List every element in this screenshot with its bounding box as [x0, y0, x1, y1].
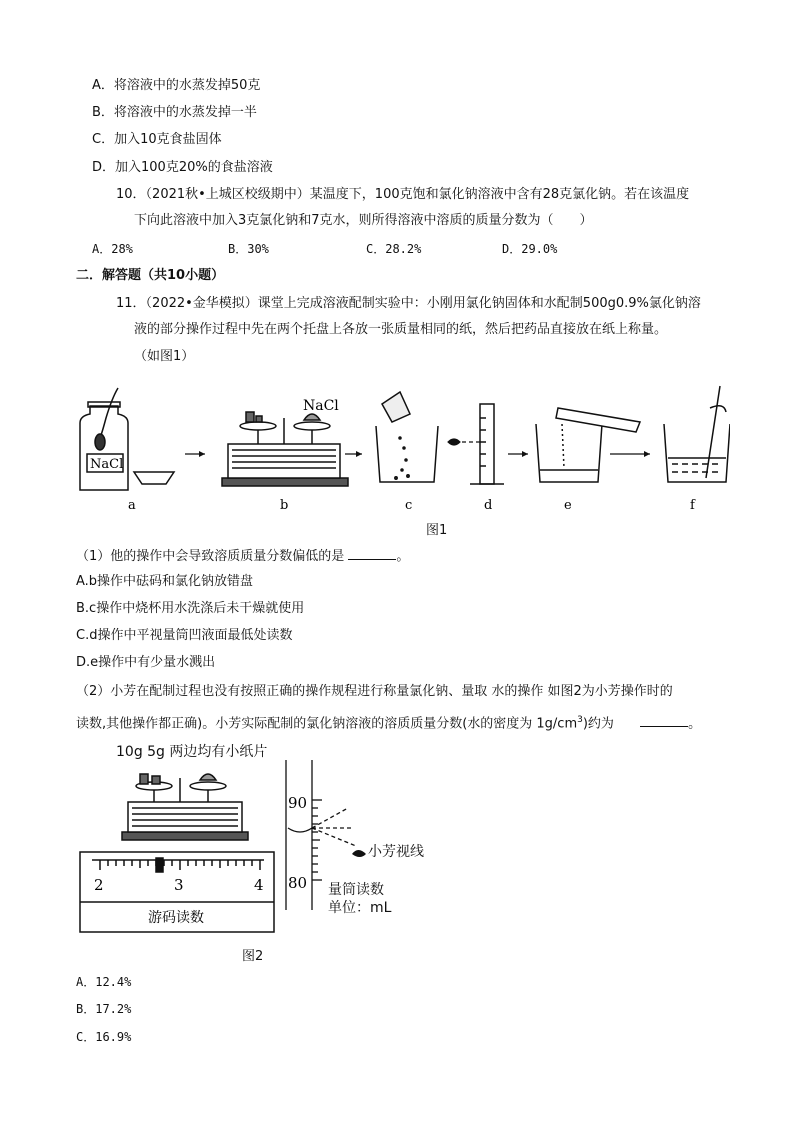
fig1-label-b: b: [280, 498, 289, 513]
cyl-tick-80: 80: [288, 874, 308, 892]
q9-option-a: A．将溶液中的水蒸发掉50克: [92, 78, 261, 93]
eye-icon: [352, 850, 366, 857]
figure-1: [70, 378, 730, 518]
sub2-option-a: A．12.4%: [76, 975, 132, 989]
sub2-sup: 3: [577, 715, 583, 725]
sub1-question-text: （1）他的操作中会导致溶质质量分数偏低的是: [76, 549, 345, 564]
sub2-option-b: B．17.2%: [76, 1002, 132, 1016]
sub2-text-line1: （2）小芳在配制过程也没有按照正确的操作规程进行称量氯化钠、量取 水的操作 如图2为小芳操作时的: [76, 684, 673, 699]
beaker-c: [376, 392, 438, 482]
q9-option-b: B．将溶液中的水蒸发掉一半: [92, 105, 257, 120]
sub1-option-a: A.b操作中砝码和氯化钠放错盘: [76, 574, 254, 589]
q10-option-b: B．30%: [228, 242, 269, 256]
balance-2: [122, 774, 248, 840]
fig2-caption: 图2: [242, 949, 264, 964]
unit-label: 单位：mL: [328, 900, 392, 916]
q9-option-d: D．加入100克20%的食盐溶液: [92, 160, 273, 175]
sub1-option-c: C.d操作中平视量筒凹液面最低处读数: [76, 628, 293, 643]
q10-option-d: D．29.0%: [502, 242, 558, 256]
fig2-weights-label: 10g 5g 两边均有小纸片: [116, 744, 268, 760]
q10-option-a: A．28%: [92, 242, 133, 256]
sub2-text-line2: [76, 710, 701, 734]
q11-text-line1: 11．（2022•金华模拟）课堂上完成溶液配制实验中：小刚用氯化钠固体和水配制500g0.9%氯化钠溶: [116, 296, 701, 311]
q9-option-c: C．加入10克食盐固体: [92, 132, 222, 147]
sub1-answer-blank[interactable]: [348, 545, 396, 560]
reagent-bottle: [80, 388, 128, 490]
sub1-end: 。: [396, 549, 410, 564]
q11-text-line2: 液的部分操作过程中先在两个托盘上各放一张质量相同的纸，然后把药品直接放在纸上称量。: [134, 322, 668, 337]
sub1-option-b: B.c操作中烧杯用水洗涤后未干燥就使用: [76, 601, 305, 616]
q11-text-line3: （如图1）: [134, 349, 195, 364]
q10-text-line1: 10．（2021秋•上城区校级期中）某温度下，100克饱和氯化钠溶液中含有28克氯化钠。若在该温度: [116, 187, 690, 202]
rider-caption: 游码读数: [148, 910, 204, 926]
fig1-label-f: f: [690, 498, 695, 513]
eye-sight: [448, 439, 482, 445]
sub1-question: [76, 545, 409, 567]
sub2-option-c: C．16.9%: [76, 1030, 132, 1044]
q10-text-line2: 下向此溶液中加入3克氯化钠和7克水，则所得溶液中溶质的质量分数为（ ）: [134, 213, 593, 228]
balance: [222, 412, 348, 486]
sub2-line2-a: 读数,其他操作都正确)。小芳实际配制的氯化钠溶液的溶质质量分数(水的密度为 1g/cm: [76, 716, 578, 732]
bottle-label: NaCl: [90, 457, 124, 472]
section-title: 二．解答题（共10小题）: [76, 268, 225, 283]
cyl-tick-90: 90: [288, 794, 308, 812]
beaker-e: [536, 408, 640, 482]
sub1-option-d: D.e操作中有少量水溅出: [76, 655, 216, 670]
fig1-label-e: e: [564, 498, 572, 513]
sub2-line2-b: )约为: [582, 716, 614, 732]
fig1-label-c: c: [405, 498, 413, 513]
rider-tick-3: 3: [174, 876, 184, 894]
fig1-label-d: d: [484, 498, 493, 513]
fig1-caption: 图1: [426, 523, 448, 538]
rider-tick-4: 4: [254, 876, 264, 894]
sub2-end: 。: [688, 716, 702, 732]
q10-option-c: C．28.2%: [366, 242, 422, 256]
cyl-caption: 量筒读数: [328, 882, 384, 898]
sub2-answer-blank[interactable]: [640, 712, 688, 727]
balance-label: NaCl: [303, 398, 339, 414]
sight-label: 小芳视线: [368, 844, 424, 860]
graduated-cylinder-d: [470, 404, 504, 484]
beaker-f: [664, 386, 730, 482]
weigh-boat: [134, 472, 174, 484]
rider-tick-2: 2: [94, 876, 104, 894]
fig1-label-a: a: [128, 498, 136, 513]
